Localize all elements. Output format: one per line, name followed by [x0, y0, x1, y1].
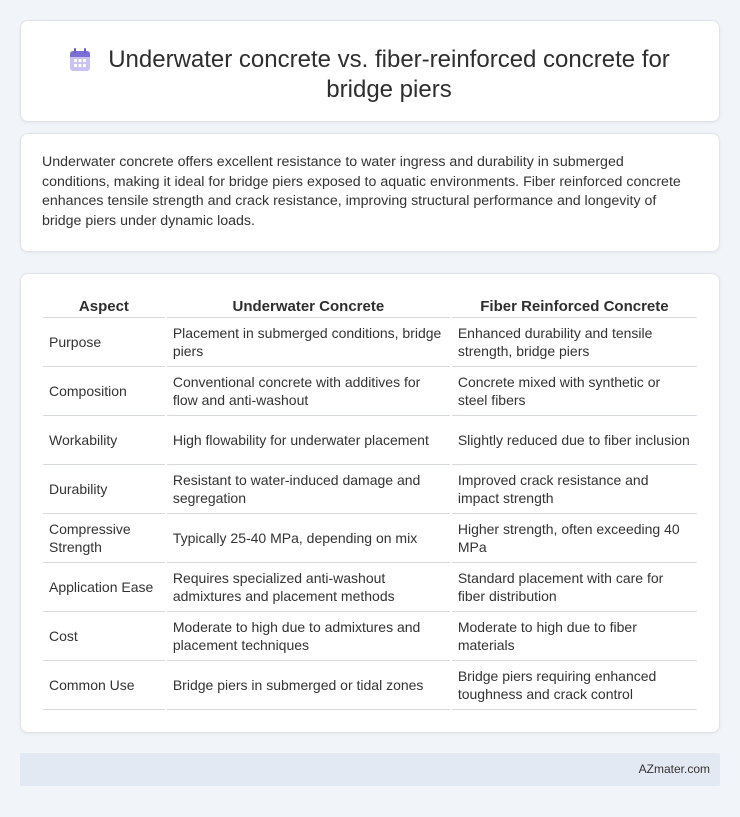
aspect-cell: Common Use [43, 661, 165, 710]
underwater-cell: Requires specialized anti-washout admixtures and placement methods [167, 563, 450, 612]
table-row [43, 416, 697, 465]
aspect-cell: Purpose [43, 318, 165, 367]
page-title: Underwater concrete vs. fiber-reinforced concrete for bridge piers [108, 46, 670, 103]
aspect-cell: Compressive Strength [43, 514, 165, 563]
title-wrap [21, 45, 719, 105]
underwater-cell: Conventional concrete with additives for flow and anti-washout [167, 367, 450, 416]
header-aspect: Aspect [43, 294, 165, 318]
fiber-cell: Standard placement with care for fiber distribution [452, 563, 697, 612]
fiber-cell: Bridge piers requiring enhanced toughness and crack control [452, 661, 697, 710]
calendar-icon [68, 47, 92, 73]
fiber-cell: Slightly reduced due to fiber inclusion [452, 416, 697, 465]
aspect-cell: Durability [43, 465, 165, 514]
table-row [43, 514, 697, 563]
fiber-cell: Higher strength, often exceeding 40 MPa [452, 514, 697, 563]
header-underwater-concrete: Underwater Concrete [167, 294, 450, 318]
table-row [43, 318, 697, 367]
fiber-cell: Improved crack resistance and impact strength [452, 465, 697, 514]
table-row [43, 563, 697, 612]
aspect-cell: Application Ease [43, 563, 165, 612]
table-row [43, 367, 697, 416]
aspect-cell: Workability [43, 416, 165, 465]
title-card [20, 20, 720, 122]
underwater-cell: Moderate to high due to admixtures and placement techniques [167, 612, 450, 661]
comparison-table [41, 294, 699, 710]
table-header-row [43, 294, 697, 318]
table-row [43, 465, 697, 514]
intro-paragraph: Underwater concrete offers excellent resistance to water ingress and durability in submerged conditions, making it ideal for bridge piers exposed to aquatic environments. Fiber reinforced concrete enhances tensile strength and crack resistance, improving structural performance and longevity of bridge piers under dynamic loads. [42, 154, 681, 229]
underwater-cell: Resistant to water-induced damage and segregation [167, 465, 450, 514]
fiber-cell: Concrete mixed with synthetic or steel fibers [452, 367, 697, 416]
fiber-cell: Moderate to high due to fiber materials [452, 612, 697, 661]
table-row [43, 612, 697, 661]
underwater-cell: Bridge piers in submerged or tidal zones [167, 661, 450, 710]
fiber-cell: Enhanced durability and tensile strength, bridge piers [452, 318, 697, 367]
footer-bar [20, 753, 720, 786]
header-fiber-reinforced-concrete: Fiber Reinforced Concrete [452, 294, 697, 318]
table-row [43, 661, 697, 710]
comparison-table-card [20, 273, 720, 733]
underwater-cell: Typically 25-40 MPa, depending on mix [167, 514, 450, 563]
intro-card [20, 133, 720, 252]
aspect-cell: Composition [43, 367, 165, 416]
footer-site-link[interactable]: AZmater.com [638, 762, 710, 776]
aspect-cell: Cost [43, 612, 165, 661]
underwater-cell: Placement in submerged conditions, bridge piers [167, 318, 450, 367]
underwater-cell: High flowability for underwater placement [167, 416, 450, 465]
